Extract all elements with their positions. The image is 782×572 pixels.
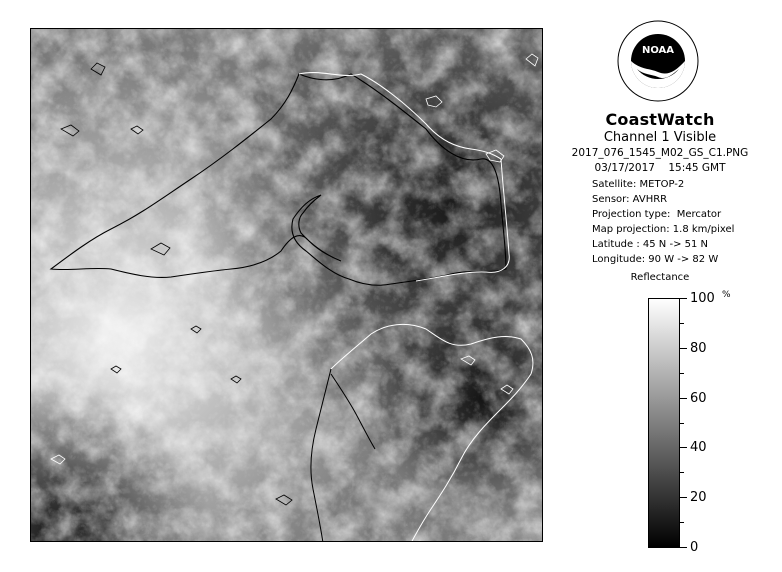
satellite-image (30, 28, 543, 542)
colorbar-tick-label: 80 (690, 341, 707, 356)
brand-title: CoastWatch (605, 110, 715, 129)
noaa-logo-text: NOAA (641, 45, 675, 56)
filename-label: 2017_076_1545_M02_GS_C1.PNG (571, 147, 749, 159)
meta-latitude: Latitude : 45 N -> 51 N (592, 239, 709, 250)
colorbar-tick (680, 323, 684, 324)
colorbar-tick (680, 497, 687, 498)
meta-sensor: Sensor: AVHRR (592, 194, 668, 205)
meta-satellite: Satellite: METOP-2 (592, 179, 685, 190)
noaa-logo (617, 20, 699, 102)
colorbar-tick-label: 20 (690, 490, 707, 505)
datetime-label (560, 162, 760, 174)
meta-longitude: Longitude: 90 W -> 82 W (592, 254, 719, 265)
time-label: 15:45 GMT (668, 162, 726, 174)
meta-map-projection: Map projection: 1.8 km/pixel (592, 224, 735, 235)
colorbar-tick-label: 100 (690, 291, 715, 306)
colorbar-tick (680, 348, 687, 349)
colorbar-tick (680, 547, 687, 548)
channel-label: Channel 1 Visible (603, 130, 717, 145)
meta-projection-type: Projection type: Mercator (592, 209, 722, 220)
colorbar-tick (680, 373, 684, 374)
colorbar-tick (680, 522, 684, 523)
colorbar-tick-label: 40 (690, 440, 707, 455)
colorbar-tick (680, 447, 687, 448)
colorbar-gradient (648, 298, 680, 548)
colorbar-tick-label: 60 (690, 391, 707, 406)
date-label: 03/17/2017 (594, 162, 655, 174)
colorbar-title: Reflectance (630, 272, 690, 283)
colorbar-unit: % (722, 290, 731, 300)
colorbar-tick (680, 398, 687, 399)
satellite-image-svg (31, 29, 543, 542)
colorbar-tick-label: 0 (690, 540, 699, 555)
colorbar-tick (680, 472, 684, 473)
colorbar-tick (680, 298, 687, 299)
colorbar-tick (680, 423, 684, 424)
